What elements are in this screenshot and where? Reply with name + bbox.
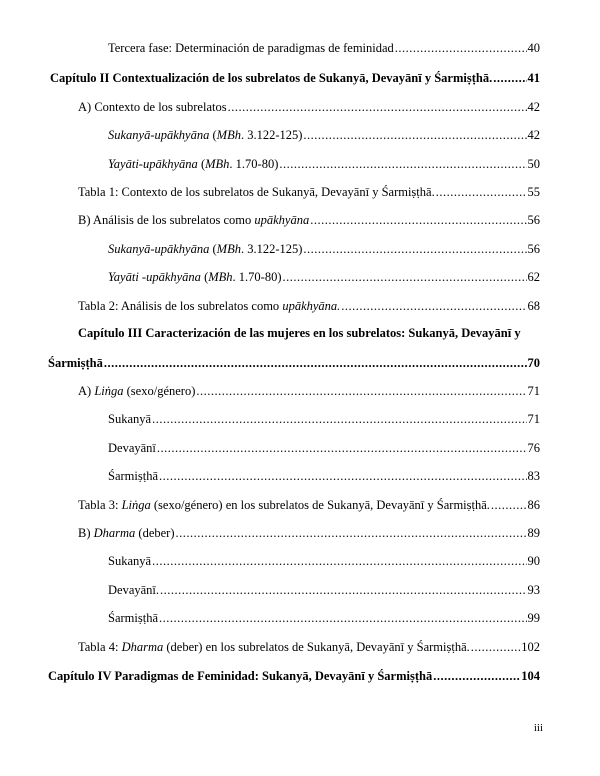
toc-entry-page: 40	[527, 41, 540, 55]
toc-entry-title-part: (sexo/género)	[123, 384, 196, 398]
dot-leader	[436, 184, 527, 200]
toc-entry[interactable]	[108, 468, 540, 484]
toc-entry[interactable]	[108, 127, 540, 143]
dot-leader	[152, 411, 526, 427]
toc-entry-page: 41	[527, 71, 540, 85]
toc-entry-title-part: Devayānī	[108, 441, 156, 455]
toc-entry[interactable]	[78, 298, 540, 314]
toc-entry-title	[108, 468, 158, 484]
toc-entry-title-part: Tabla 2: Análisis de los subrelatos como	[78, 299, 283, 313]
toc-entry-title-part: Tabla 1: Contexto de los subrelatos de Sukanyā, Devayānī y Śarmiṣṭhā.	[78, 185, 435, 199]
toc-entry-title-part: upākhyāna.	[282, 299, 341, 313]
toc-entry-title-part: MBh	[208, 270, 233, 284]
toc-entry-title-part: MBh	[205, 157, 230, 171]
toc-entry-title-part: MBh	[216, 242, 241, 256]
dot-leader	[152, 553, 526, 569]
toc-entry-title-part: Devayānī.	[108, 583, 160, 597]
dot-leader	[491, 497, 527, 513]
toc-entry-title-part: B) Análisis de los subrelatos como	[78, 213, 255, 227]
toc-entry-title-part: MBh	[216, 128, 241, 142]
toc-entry-title	[78, 383, 195, 399]
toc-entry[interactable]	[108, 610, 540, 626]
dot-leader	[433, 668, 520, 684]
toc-entry-title-part: . 3.122-125)	[240, 242, 303, 256]
toc-entry[interactable]	[108, 40, 540, 56]
toc-entry-title-part: . 3.122-125)	[240, 128, 303, 142]
toc-entry-title-part: (deber)	[135, 526, 175, 540]
toc-entry-title-part: Yayāti-upākhyāna	[108, 157, 198, 171]
toc-entry-page: 86	[527, 498, 540, 512]
toc-entry[interactable]	[108, 411, 540, 427]
toc-entry-page: 104	[521, 669, 540, 683]
toc-entry-title-part: Dharma	[121, 640, 164, 654]
toc-entry-title	[108, 582, 159, 598]
toc-entry-title-part: (	[200, 270, 209, 284]
toc-entry-title-part: Capítulo IV Paradigmas de Feminidad: Sukanyā, Devayānī y Śarmiṣṭhā	[48, 669, 433, 683]
dot-leader	[310, 212, 526, 228]
toc-entry[interactable]	[108, 269, 540, 285]
toc-entry-page: 42	[527, 128, 540, 142]
toc-entry-title	[108, 610, 158, 626]
toc-entry-page: 50	[527, 157, 540, 171]
toc-entry-page: 68	[527, 299, 540, 313]
toc-entry-title-part: Sukanyā-upākhyāna	[108, 128, 210, 142]
toc-entry-title-part: Sukanyā-upākhyāna	[108, 242, 210, 256]
toc-entry-title-part: Tabla 3:	[78, 498, 122, 512]
toc-entry[interactable]	[78, 212, 540, 228]
toc-entry-title	[78, 639, 470, 655]
toc-entry-page: 62	[527, 270, 540, 284]
toc-entry-title-part: Capítulo II Contextualización de los subrelatos de Sukanyā, Devayānī y Śarmiṣṭhā.	[50, 71, 493, 85]
toc-entry-page: 56	[527, 242, 540, 256]
toc-entry-title-part: (deber) en los subrelatos de Sukanyā, Devayānī y Śarmiṣṭhā.	[163, 640, 470, 654]
toc-entry[interactable]	[78, 383, 540, 399]
dot-leader	[157, 440, 527, 456]
dot-leader	[196, 383, 526, 399]
dot-leader	[341, 298, 526, 314]
toc-entry[interactable]	[108, 582, 540, 598]
toc-entry-title-part: Sukanyā	[108, 554, 152, 568]
toc-entry[interactable]	[78, 525, 540, 541]
toc-entry-title-part: Śarmiṣṭhā	[108, 469, 158, 483]
toc-entry-page: 70	[527, 356, 540, 370]
toc-entry-title	[78, 298, 340, 314]
toc-entry-title-part: Liṅga	[121, 498, 151, 512]
toc-entry-title-part: (	[209, 242, 217, 256]
toc-entry-title	[48, 355, 103, 371]
toc-entry-title	[108, 411, 151, 427]
dot-leader	[104, 355, 527, 371]
toc-entry-title-part: (	[209, 128, 217, 142]
toc-entry-title-part: . 1.70-80)	[229, 157, 279, 171]
toc-entry-title	[78, 99, 227, 115]
toc-entry-page: 89	[527, 526, 540, 540]
toc-entry[interactable]	[78, 184, 540, 200]
toc-entry[interactable]	[78, 99, 540, 115]
toc-entry[interactable]	[108, 156, 540, 172]
toc-entry-page: 71	[527, 412, 540, 426]
toc-entry-page: 71	[527, 384, 540, 398]
toc-entry-title	[108, 156, 278, 172]
toc-entry-page: 55	[527, 185, 540, 199]
toc-entry[interactable]	[78, 639, 540, 655]
dot-leader	[395, 40, 527, 56]
toc-entry-title	[108, 440, 156, 456]
toc-entry-title-part: Tabla 4:	[78, 640, 122, 654]
dot-leader	[228, 99, 527, 115]
toc-entry-title	[78, 497, 490, 513]
toc-entry-title-part: . 1.70-80)	[232, 270, 282, 284]
toc-entry[interactable]	[48, 355, 540, 371]
toc-entry-title-part: Śarmiṣṭhā	[108, 611, 158, 625]
toc-entry[interactable]	[108, 553, 540, 569]
toc-entry-title	[108, 269, 282, 285]
dot-leader	[303, 127, 526, 143]
dot-leader	[283, 269, 527, 285]
toc-entry-page: 56	[527, 213, 540, 227]
toc-entry-title	[108, 241, 302, 257]
dot-leader	[471, 639, 521, 655]
toc-entry-title-part: A)	[78, 384, 95, 398]
dot-leader	[159, 468, 527, 484]
toc-entry-title	[78, 525, 175, 541]
toc-entry[interactable]	[48, 668, 540, 684]
toc-entry-title-part: Liṅga	[94, 384, 124, 398]
toc-entry-page: 83	[527, 469, 540, 483]
toc-entry-title-part: Dharma	[93, 526, 136, 540]
toc-entry-title-part: Sukanyā	[108, 412, 152, 426]
toc-entry-title-part: A) Contexto de los subrelatos	[78, 100, 227, 114]
toc-entry-title	[78, 212, 309, 228]
toc-entry-title-part: Yayāti -upākhyāna	[108, 270, 201, 284]
dot-leader	[279, 156, 526, 172]
toc-entry[interactable]	[50, 70, 540, 86]
toc-entry-title-part: (	[197, 157, 206, 171]
toc-entry-title-part: upākhyāna	[254, 213, 310, 227]
toc-entry-title	[48, 668, 432, 684]
toc-entry[interactable]	[108, 241, 540, 257]
toc-entry-title	[50, 70, 492, 86]
dot-leader	[493, 70, 526, 86]
toc-entry-title-part: B)	[78, 526, 94, 540]
toc-entry-title	[108, 127, 302, 143]
toc-entry-title	[108, 553, 151, 569]
toc-entry[interactable]	[108, 440, 540, 456]
toc-entry-title-part: Śarmiṣṭhā	[48, 356, 103, 370]
toc-entry-title-part: (sexo/género) en los subrelatos de Sukanyā, Devayānī y Śarmiṣṭhā.	[150, 498, 490, 512]
chapter-3-heading: Capítulo III Caracterización de las mujeres en los subrelatos: Sukanyā, Devayānī y	[78, 326, 521, 340]
dot-leader	[159, 610, 527, 626]
toc-entry-title	[78, 184, 435, 200]
toc-entry[interactable]	[78, 497, 540, 513]
toc-entry-page: 76	[527, 441, 540, 455]
page-number: iii	[533, 722, 543, 734]
dot-leader	[303, 241, 526, 257]
dot-leader	[160, 582, 526, 598]
toc-entry-title	[108, 40, 394, 56]
dot-leader	[176, 525, 527, 541]
toc-entry-title-part: Tercera fase: Determinación de paradigmas de feminidad	[108, 41, 394, 55]
toc-entry-page: 102	[521, 640, 540, 654]
toc-entry-page: 93	[527, 583, 540, 597]
toc-entry-page: 90	[527, 554, 540, 568]
toc-entry-page: 99	[527, 611, 540, 625]
toc-entry-page: 42	[527, 100, 540, 114]
